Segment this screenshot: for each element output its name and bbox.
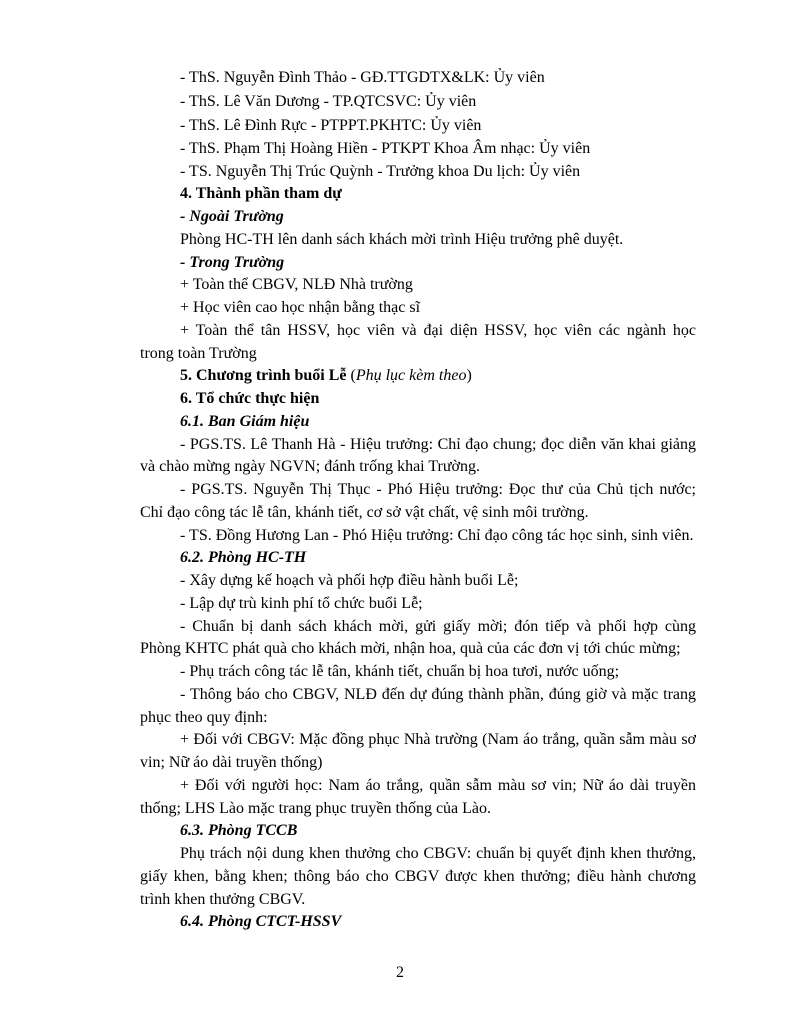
section-heading-5-title: 5. Chương trình buổi Lễ (180, 367, 347, 384)
body-line: - Phụ trách công tác lễ tân, khánh tiết, chuẩn bị hoa tươi, nước uống; (180, 663, 620, 680)
body-line: và chào mừng ngày NGVN; đánh trống khai Trường. (140, 458, 480, 475)
body-line: vin; Nữ áo dài truyền thống) (140, 754, 323, 771)
committee-member-line: - ThS. Lê Văn Dương - TP.QTCSVC: Ủy viên (180, 93, 477, 110)
section-heading-5 (180, 366, 472, 386)
body-line: Chỉ đạo công tác lễ tân, khánh tiết, cơ sở vật chất, vệ sinh môi trường. (140, 504, 589, 521)
body-line: + Học viên cao học nhận bằng thạc sĩ (180, 299, 421, 316)
body-line: - TS. Đồng Hương Lan - Phó Hiệu trưởng: Chỉ đạo công tác học sinh, sinh viên. (180, 527, 694, 544)
committee-member-line: - ThS. Nguyễn Đình Thảo - GĐ.TTGDTX&LK: Ủy viên (180, 69, 545, 86)
appendix-note: Phụ lục kèm theo (355, 367, 467, 384)
subheading-6-3: 6.3. Phòng TCCB (180, 822, 298, 839)
body-line: + Toàn thể tân HSSV, học viên và đại diện HSSV, học viên các ngành học (180, 322, 696, 339)
body-line: - PGS.TS. Lê Thanh Hà - Hiệu trưởng: Chỉ đạo chung; đọc diễn văn khai giảng (180, 436, 696, 453)
body-line: Phụ trách nội dung khen thưởng cho CBGV: chuẩn bị quyết định khen thưởng, (180, 845, 696, 862)
body-line: + Đối với người học: Nam áo trắng, quần sẫm màu sơ vin; Nữ áo dài truyền (180, 777, 696, 794)
body-line: Phòng HC-TH lên danh sách khách mời trình Hiệu trưởng phê duyệt. (180, 231, 624, 248)
body-line: trong toàn Trường (140, 345, 257, 362)
subheading-inside: - Trong Trường (180, 254, 285, 271)
committee-member-line: - ThS. Phạm Thị Hoàng Hiền - PTKPT Khoa Âm nhạc: Ủy viên (180, 140, 591, 157)
section-heading-4: 4. Thành phần tham dự (180, 185, 342, 202)
subheading-outside: - Ngoài Trường (180, 208, 284, 225)
body-line: trình khen thưởng CBGV. (140, 891, 306, 908)
page-number: 2 (396, 964, 404, 981)
body-line: - Chuẩn bị danh sách khách mời, gửi giấy mời; đón tiếp và phối hợp cùng (180, 618, 696, 635)
body-line: - Lập dự trù kinh phí tổ chức buổi Lễ; (180, 595, 423, 612)
subheading-6-1: 6.1. Ban Giám hiệu (180, 413, 310, 430)
section-heading-6: 6. Tổ chức thực hiện (180, 390, 320, 407)
paren-open: ( (346, 367, 356, 384)
committee-member-line: - TS. Nguyễn Thị Trúc Quỳnh - Trưởng khoa Du lịch: Ủy viên (180, 163, 581, 180)
body-line: - PGS.TS. Nguyễn Thị Thục - Phó Hiệu trưởng: Đọc thư của Chủ tịch nước; (180, 481, 696, 498)
body-line: + Toàn thể CBGV, NLĐ Nhà trường (180, 276, 413, 293)
body-line: thống; LHS Lào mặc trang phục truyền thống của Lào. (140, 800, 492, 817)
body-line: - Xây dựng kế hoạch và phối hợp điều hành buổi Lễ; (180, 572, 519, 589)
subheading-6-4: 6.4. Phòng CTCT-HSSV (180, 913, 342, 930)
body-line: giấy khen, bằng khen; thông báo cho CBGV được khen thưởng; điều hành chương (140, 868, 696, 885)
body-line: - Thông báo cho CBGV, NLĐ đến dự đúng thành phần, đúng giờ và mặc trang (180, 686, 696, 703)
body-line: phục theo quy định: (140, 709, 268, 726)
committee-member-line: - ThS. Lê Đình Rực - PTPPT.PKHTC: Ủy viên (180, 117, 482, 134)
subheading-6-2: 6.2. Phòng HC-TH (180, 549, 307, 566)
body-line: Phòng KHTC phát quà cho khách mời, nhận hoa, quà của các đơn vị tới chúc mừng; (140, 640, 681, 657)
paren-close: ) (466, 367, 472, 384)
body-line: + Đối với CBGV: Mặc đồng phục Nhà trường (Nam áo trắng, quần sẫm màu sơ (180, 731, 696, 748)
